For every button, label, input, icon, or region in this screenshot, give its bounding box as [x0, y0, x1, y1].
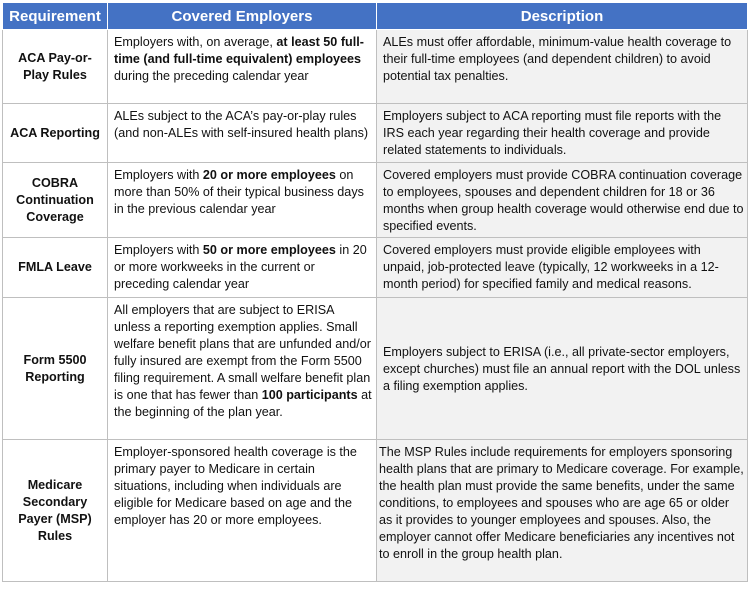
- covered-employers-cell: [108, 238, 377, 298]
- cell-text: All employers that are subject to ERISA unless a reporting exemption applies. Small welfare benefit plans that are unfunded and/or fully insured are exempt from the Form 5500 filing requirement. A small welfare benefit plan is one that has fewer than: [114, 303, 371, 402]
- covered-employers-cell: [108, 104, 377, 163]
- emphasis-text: 20 or more employees: [202, 168, 336, 182]
- header-row: [3, 3, 748, 30]
- table-row: [3, 440, 748, 582]
- cell-text: ALEs subject to the ACA’s pay-or-play rules (and non-ALEs with self-insured health plans): [114, 109, 369, 140]
- requirement-cell: Form 5500 Reporting: [3, 298, 108, 440]
- table-row: [3, 298, 748, 440]
- covered-employers-cell: [108, 298, 377, 440]
- cell-text: on more than 50% of their typical business days in the previous calendar year: [114, 168, 364, 216]
- cell-text: Employers with: [114, 168, 203, 182]
- description-cell: Covered employers must provide eligible employees with unpaid, job-protected leave (typically, 12 workweeks in a 12-month period) for specified family and medical reasons.: [377, 238, 748, 298]
- header-description: Description: [377, 3, 748, 30]
- requirement-cell: FMLA Leave: [3, 238, 108, 298]
- table-row: [3, 104, 748, 163]
- covered-employers-cell: [108, 163, 377, 238]
- description-cell: Covered employers must provide COBRA continuation coverage to employees, spouses and dependent children for 18 or 36 months when group health coverage would otherwise end due to specified events.: [377, 163, 748, 238]
- description-cell: Employers subject to ERISA (i.e., all private-sector employers, except churches) must file an annual report with the DOL unless a filing exemption applies.: [377, 298, 748, 440]
- table-row: [3, 238, 748, 298]
- table-row: [3, 30, 748, 104]
- requirement-cell: Medicare Secondary Payer (MSP) Rules: [3, 440, 108, 582]
- covered-employers-cell: [108, 440, 377, 582]
- requirements-table: [2, 2, 748, 582]
- cell-text: at the beginning of the plan year.: [114, 388, 372, 419]
- requirement-cell: ACA Reporting: [3, 104, 108, 163]
- description-cell: ALEs must offer affordable, minimum-value health coverage to their full-time employees (and dependent children) to avoid potential tax penalties.: [377, 30, 748, 104]
- cell-text: Employer-sponsored health coverage is the primary payer to Medicare in certain situations, including when individuals are eligible for Medicare based on age and the employer has 20 or more employees.: [114, 445, 357, 527]
- cell-text: Employers with: [114, 243, 203, 257]
- table-row: [3, 163, 748, 238]
- covered-employers-cell: [108, 30, 377, 104]
- cell-text: during the preceding calendar year: [114, 69, 309, 83]
- header-requirement: Requirement: [3, 3, 108, 30]
- cell-text: in 20 or more workweeks in the current or preceding calendar year: [114, 243, 367, 291]
- requirement-cell: ACA Pay-or-Play Rules: [3, 30, 108, 104]
- header-covered-employers: Covered Employers: [108, 3, 377, 30]
- description-cell: The MSP Rules include requirements for employers sponsoring health plans that are primary to Medicare coverage. For example, the health plan must provide the same benefits, under the same conditions, to employees and spouses who are age 65 or older as it provides to younger employees and spouses. Also, the employer cannot offer Medicare beneficiaries any incentives not to enroll in the group health plan.: [377, 440, 748, 582]
- emphasis-text: 100 participants: [261, 388, 358, 402]
- cell-text: Employers with, on average,: [114, 35, 277, 49]
- requirement-cell: COBRA Continuation Coverage: [3, 163, 108, 238]
- emphasis-text: at least 50 full-time (and full-time equivalent) employees: [114, 35, 364, 66]
- emphasis-text: 50 or more employees: [202, 243, 336, 257]
- description-cell: Employers subject to ACA reporting must file reports with the IRS each year regarding their health coverage and provide related statements to individuals.: [377, 104, 748, 163]
